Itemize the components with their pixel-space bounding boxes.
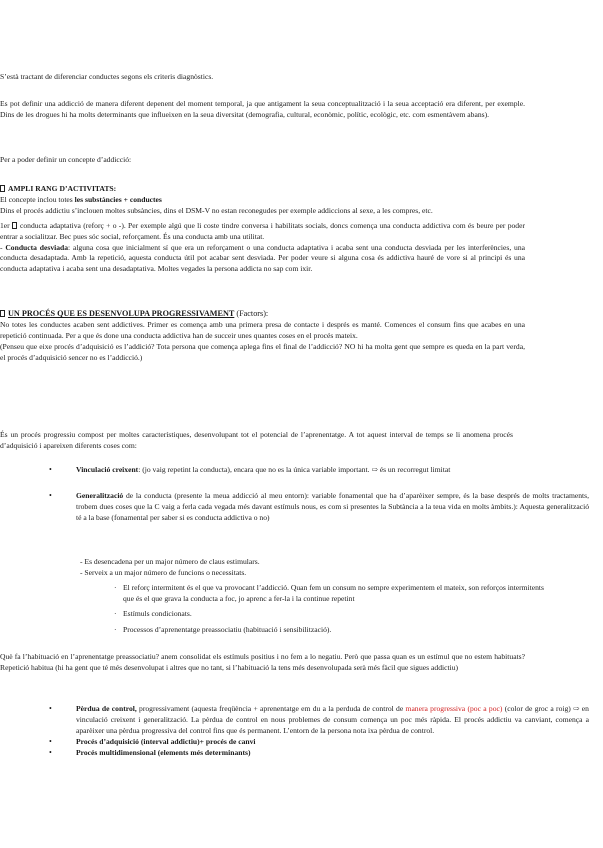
bullet-icon: • xyxy=(49,491,52,500)
generalitzacio-text: Generalització de la conducta (presente la meua addicció al meu entorn): variable fonamental que ha d’aparèixer sempre, és la base després de molts tractaments, trobem dues coses que la C vaig a ferla cada vegada més davant estímuls nous, es com si presentes la Subtància a la teua vida en molts àmbits.): Aquesta generalització té a la base (fonamental per saber si es conducta addictiva o no) xyxy=(76,491,589,522)
intro-paragraph-1: S’està tractant de diferenciar conductes segons els criteris diagnòstics. xyxy=(0,72,214,81)
bullet-vinculacio xyxy=(0,465,603,476)
arrow-right-icon: ⇨ xyxy=(573,704,580,713)
section-1-deviant: - Conducta desviada: alguna cosa que inicialment sí que era un reforçament o una conducta adaptativa i acaba sent una conducta desviada per les interferències, una conducta desadaptada. Amb la repetició, aquesta conducta útil pot acabar sent desviada. Per poder veure si alguna cosa és addictiva hauré de vore si al principi és una conducta adaptativa i acaba sent una desadaptativa. Moltes vegades la persona addicta no sap com ixir. xyxy=(0,242,525,274)
intro-paragraph-2: Es pot definir una addicció de manera diferent depenent del moment temporal, ja que antigament la seua conceptualització i la seua acceptació era diferent, per exemple. Dins de les drogues hi ha molts determinants que influeixen en la seua diversitat (demografia, cultural, econòmic, polític, ecològic, etc. com esmentàvem abans). xyxy=(0,99,525,119)
section-1-line-1: El concepte inclou totes les substàncies + conductes xyxy=(0,194,162,204)
section-2-heading: UN PROCÉS QUE ES DESENVOLUPA PROGRESSIVAMENT (Factors): xyxy=(0,309,525,320)
generalitzacio-details xyxy=(0,583,603,636)
section-2-paragraph-2: (Penseu que eixe procés d’adquisició es l’addició? Tota persona que comença aplega fins el final de l’addicció? NO hi ha molta gent que sempre es queda en la part verda, el procés d’adquisició sencer no es l’addicció.) xyxy=(0,341,525,362)
section-2-process xyxy=(0,430,603,452)
sub-point-2: - Serveix a un major número de funcions o necessitats. xyxy=(80,567,247,577)
arrow-right-icon: ⇨ xyxy=(371,465,378,474)
bullet-icon: · xyxy=(114,608,117,618)
bullet-icon: • xyxy=(49,736,52,746)
checkbox-icon xyxy=(0,185,5,192)
bullet-generalitzacio xyxy=(0,491,603,524)
bullet-icon: · xyxy=(114,583,117,592)
section-2-paragraph-1: No totes les conductes acaben sent addictives. Primer es comença amb una primera presa de contacte i després es manté. Comences el consum fins que acabes en una repetició continuada. Per a que és done una conducta addictiva han de succeir unes quantes coses en el procés mateix. xyxy=(0,319,525,340)
section-1-adaptive: 1er conducta adaptativa (reforç + o -). Per exemple algú que li coste tindre conversa i habilitats socials, doncs comença una conducta addictiva com és beure per poder entrar a socialitzar. Bec pues sóc social, reforçament. És una conducta amb una utilitat. xyxy=(0,220,525,241)
detail-item: · Estímuls condicionats. xyxy=(114,608,192,618)
sub-point-1: - Es desencadena per un major número de claus estimulars. xyxy=(80,557,260,566)
vinculacio-text: Vinculació creixent: (jo vaig repetint la conducta), encara que no es la única variable important. ⇨ és un recorregut limitat xyxy=(76,465,451,474)
perdua-control-text: Pèrdua de control, progressivament (aquesta freqüència + aprenentatge em du a la perduda de control de manera progressiva (poc a poc) (color de groc a roig) ⇨ en vinculació creixent i generalització. La pèrdua de control en nous problemes de consum comença un poc més ràpida. El procés addictiu va canviant, comença a aparèixer una pèrdua progressiva del control fins que és permanent. L’entorn de la persona nota ixa pèrdua de control. xyxy=(76,704,589,735)
bullet-icon: • xyxy=(49,465,52,474)
section-2-paragraph-3: És un procés progressiu compost per moltes característiques, desenvolupant tot el potencial de l’aprenentatge. A tot aquest interval de temps se li anomena procés d’adquisició i apareixen diferents coses com: xyxy=(0,430,513,450)
multidimensional-text: Procés multidimensional (elements més determinants) xyxy=(76,747,251,757)
section-2-paragraph-4: Què fa l’habituació en l’aprenentatge preassociatiu? anem consolidat els estímuls positius i no fem a lo negatiu. Però que passa quan es un estímul que no estem habituats? Repetició habitua (hi ha gent que té més desenvolupat i altres que no tant, si l’habituació la tens més desenvolupada serà més fàcil que sigues addictiu) xyxy=(0,652,525,672)
adquisicio-text: Procés d’adquisició (interval addictiu)+ procés de canvi xyxy=(76,736,256,746)
bullet-icon: • xyxy=(49,704,52,713)
intro-concept xyxy=(0,155,603,166)
bullet-icon: · xyxy=(114,624,117,634)
intro-paragraph-3: Per a poder definir un concepte d’addicció: xyxy=(0,155,132,164)
intro-definition xyxy=(0,99,603,121)
checkbox-icon xyxy=(12,222,17,229)
generalitzacio-subpoints xyxy=(0,557,603,579)
detail-item: · Processos d’aprenentatge preassociatiu (habituació i sensibilització). xyxy=(114,624,332,634)
checkbox-icon xyxy=(0,310,5,317)
detail-item: · El reforç intermitent és el que va provocant l’addicció. Quan fem un consum no sempre experimentem el mateix, son reforços intermitents que és el que grava la conducta a foc, jo aprenc a fer-la i la continue repetint xyxy=(114,583,544,603)
bullet-icon: • xyxy=(49,747,52,757)
intro-line xyxy=(0,72,603,83)
bullet-perdua-control xyxy=(0,704,603,759)
habituation-paragraph xyxy=(0,652,603,674)
section-1-line-2: Dins el procés addictiu s’inclouen moltes subsàncies, dins el DSM-V no estan reconegudes per exemple addiccions al sexe, a les compres, etc. xyxy=(0,205,433,215)
section-2 xyxy=(0,309,603,364)
section-1 xyxy=(0,184,603,275)
section-1-heading: AMPLI RANG D’ACTIVITATS: xyxy=(0,184,525,195)
